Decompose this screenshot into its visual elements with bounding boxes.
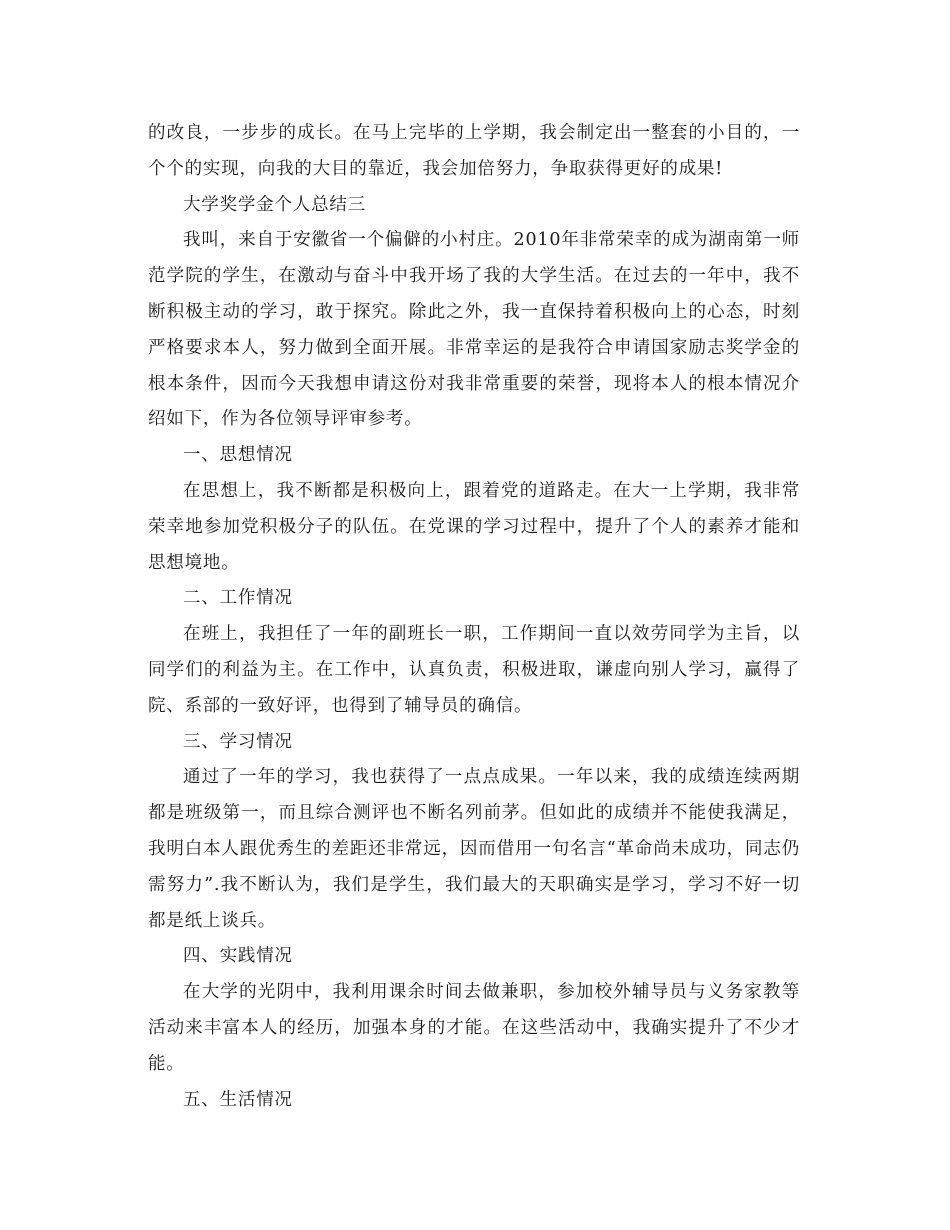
paragraph-thought: 在思想上，我不断都是积极向上，跟着党的道路走。在大一上学期，我非常荣幸地参加党积极分子的队伍。在党课的学习过程中，提升了个人的素养才能和思想境地。	[148, 480, 800, 573]
heading-life: 五、生活情况	[183, 1089, 293, 1110]
heading-work: 二、工作情况	[183, 588, 293, 609]
paragraph-study: 通过了一年的学习，我也获得了一点点成果。一年以来，我的成绩连续两期都是班级第一，而且综合测评也不断名列前茅。但如此的成绩并不能使我满足，我明白本人跟优秀生的差距还非常远，因而借用一句名言“革命尚未成功，同志仍需努力”.我不断认为，我们是学生，我们最大的天职确实是学习，学习不好一切都是纸上谈兵。	[148, 767, 800, 931]
paragraph-intro: 我叫，来自于安徽省一个偏僻的小村庄。2010年非常荣幸的成为湖南第一师范学院的学生，在激动与奋斗中我开场了我的大学生活。在过去的一年中，我不断积极主动的学习，敢于探究。除此之外，我一直保持着积极向上的心态，时刻严格要求本人，努力做到全面开展。非常幸运的是我符合申请国家励志奖学金的根本条件，因而今天我想申请这份对我非常重要的荣誉，现将本人的根本情况介绍如下，作为各位领导评审参考。	[148, 230, 800, 430]
paragraph-practice: 在大学的光阴中，我利用课余时间去做兼职，参加校外辅导员与义务家教等活动来丰富本人的经历，加强本身的才能。在这些活动中，我确实提升了不少才能。	[148, 982, 800, 1074]
document-body	[148, 116, 800, 1118]
section-title: 大学奖学金个人总结三	[183, 194, 366, 215]
heading-practice: 四、实践情况	[183, 946, 293, 967]
heading-thought: 一、思想情况	[183, 445, 293, 466]
heading-study: 三、学习情况	[183, 731, 293, 752]
paragraph-continuation: 的改良，一步步的成长。在马上完毕的上学期，我会制定出一整套的小目的，一个个的实现，向我的大目的靠近，我会加倍努力，争取获得更好的成果!	[148, 123, 800, 179]
paragraph-work: 在班上，我担任了一年的副班长一职，工作期间一直以效劳同学为主旨，以同学们的利益为主。在工作中，认真负责，积极进取，谦虚向别人学习，赢得了院、系部的一致好评，也得到了辅导员的确信。	[148, 624, 800, 716]
